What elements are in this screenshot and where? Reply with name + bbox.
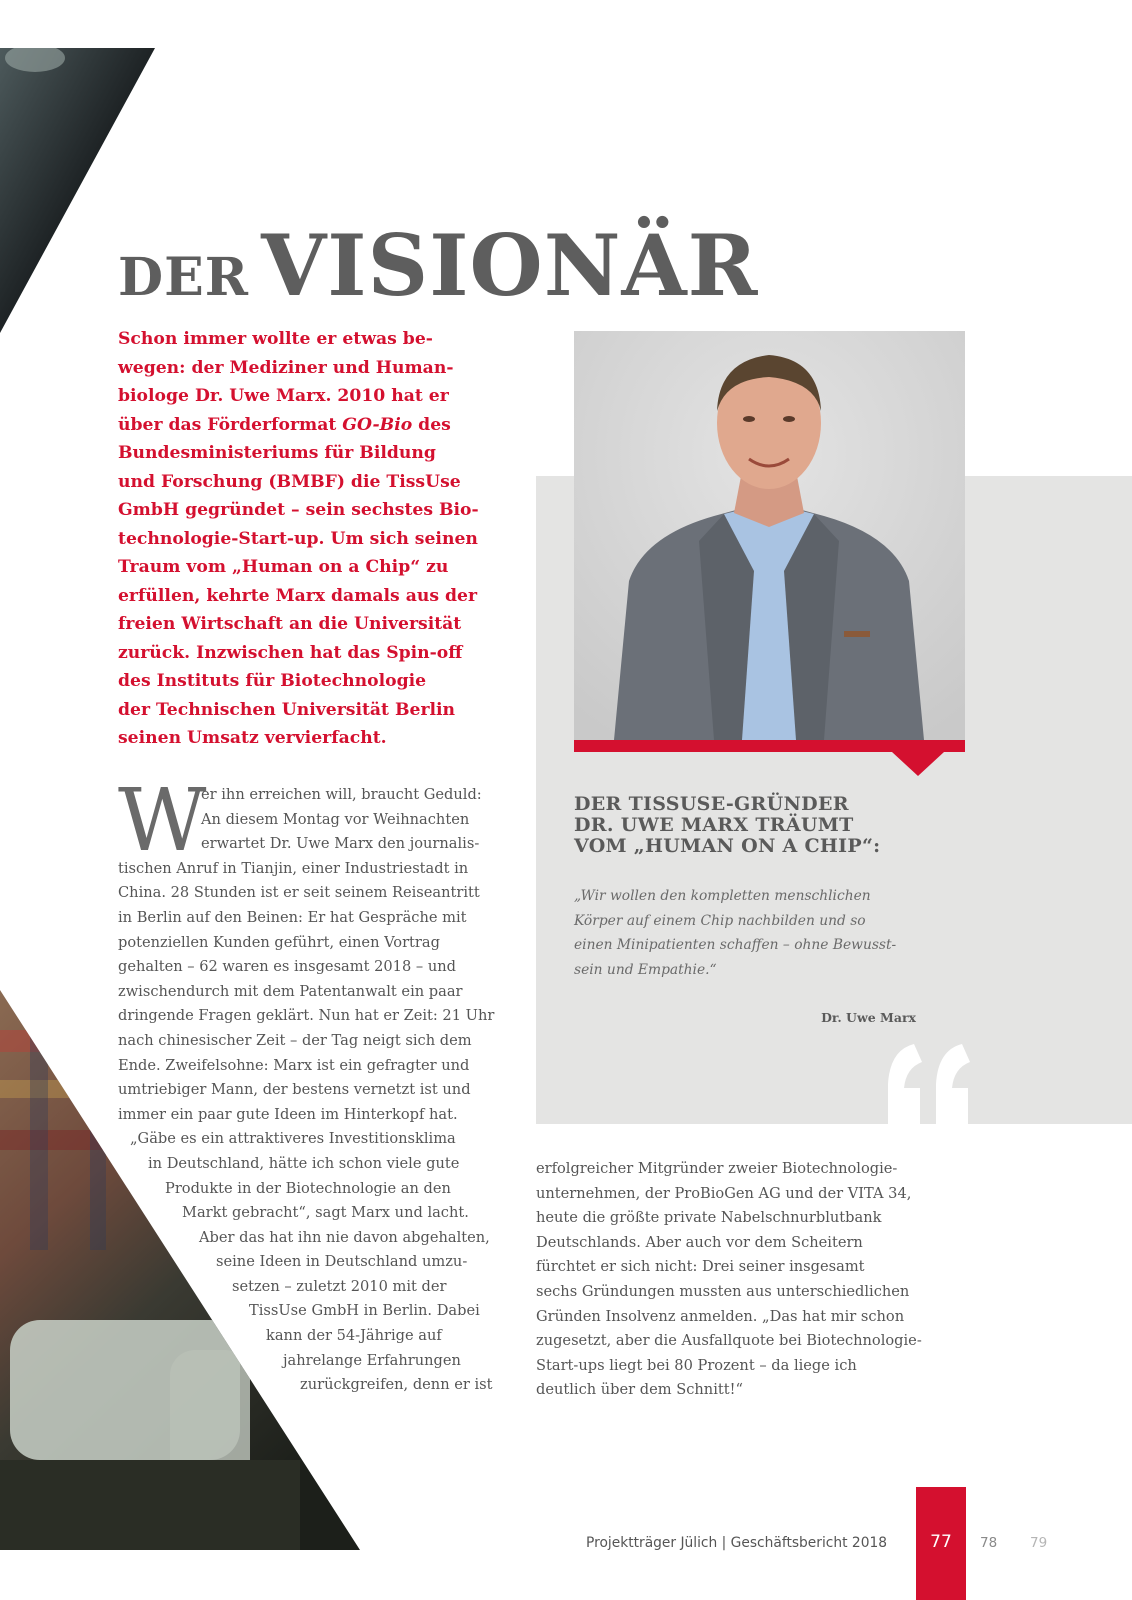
caption-heading: DER TISSUSE-GRÜNDER DR. UWE MARX TRÄUMT VOM „HUMAN ON A CHIP“: <box>574 793 881 857</box>
body-line: tischen Anruf in Tianjin, einer Industriestadt in <box>118 859 469 877</box>
body-line: heute die größte private Nabelschnurblutbank <box>536 1209 882 1227</box>
quote-author: Dr. Uwe Marx <box>821 1010 916 1025</box>
caption-quote: „Wir wollen den kompletten menschlichen Körper auf einem Chip nachbilden und so einen Minipatienten schaffen – ohne Bewusst- sein und Empathie.“ <box>574 888 897 978</box>
body-line: zugesetzt, aber die Ausfallquote bei Biotechnologie- <box>536 1332 922 1350</box>
body-line: unternehmen, der ProBioGen AG und der VITA 34, <box>536 1184 912 1202</box>
body-line: Aber das hat ihn nie davon abgehalten, <box>199 1228 490 1246</box>
body-line: dringende Fragen geklärt. Nun hat er Zeit: 21 Uhr <box>118 1007 495 1025</box>
body-line: erwartet Dr. Uwe Marx den journalis- <box>201 835 480 853</box>
title-small: DER <box>118 247 249 308</box>
body-line: zurückgreifen, denn er ist <box>300 1376 493 1394</box>
body-line: Deutschlands. Aber auch vor dem Scheitern <box>536 1233 863 1251</box>
body-line: sechs Gründungen mussten aus unterschiedlichen <box>536 1282 910 1300</box>
drop-cap: W <box>118 771 207 871</box>
body-line: Produkte in der Biotechnologie an den <box>165 1179 451 1197</box>
page-number-after[interactable]: 79 <box>1030 1535 1048 1551</box>
title-big: VISIONÄR <box>261 216 759 315</box>
body-line: in Deutschland, hätte ich schon viele gute <box>148 1154 460 1172</box>
body-column-right <box>536 1157 936 1403</box>
portrait-red-bar <box>574 740 965 752</box>
portrait-photo <box>574 331 965 740</box>
body-line: seine Ideen in Deutschland umzu- <box>216 1253 468 1271</box>
caption-pointer <box>892 752 944 776</box>
body-line: China. 28 Stunden ist er seit seinem Reiseantritt <box>118 884 480 902</box>
body-line: An diesem Montag vor Weihnachten <box>201 810 470 828</box>
body-line: er ihn erreichen will, braucht Geduld: <box>201 786 482 803</box>
body-line: umtriebiger Mann, der bestens vernetzt ist und <box>118 1081 471 1099</box>
body-line: zwischendurch mit dem Patentanwalt ein paar <box>118 982 463 1000</box>
lead-paragraph <box>118 325 498 753</box>
body-line: nach chinesischer Zeit – der Tag neigt sich dem <box>118 1031 472 1049</box>
body-line: deutlich über dem Schnitt!“ <box>536 1381 743 1399</box>
body-line: Ende. Zweifelsohne: Marx ist ein gefragter und <box>118 1056 470 1074</box>
portrait-illustration <box>574 331 965 740</box>
body-line: „Gäbe es ein attraktiveres Investitionsklima <box>130 1130 456 1148</box>
body-line: kann der 54-Jährige auf <box>266 1327 442 1345</box>
body-line: erfolgreicher Mitgründer zweier Biotechnologie- <box>536 1160 898 1177</box>
page-number-current[interactable]: 77 <box>930 1532 952 1552</box>
body-line: TissUse GmbH in Berlin. Dabei <box>249 1302 480 1320</box>
page-title <box>118 216 759 315</box>
body-line: Gründen Insolvenz anmelden. „Das hat mir schon <box>536 1307 905 1325</box>
body-line: Start-ups liegt bei 80 Prozent – da liege ich <box>536 1356 857 1374</box>
lead-part-2: des Bundesministeriums für Bildung und Forschung (BMBF) die TissUse GmbH gegründet – sein sechstes Bio- technologie-Start-up. Um sich seinen Traum vom „Human on a Chip“ zu erfüllen, kehrte Marx damals aus der freien Wirtschaft an die Universität zurück. Inzwischen hat das Spin-off des Instituts für Biotechnologie der Technischen Universität Berlin seinen Umsatz vervierfacht. <box>118 414 479 748</box>
body-line: gehalten – 62 waren es insgesamt 2018 – und <box>118 958 456 976</box>
lead-part-1: Schon immer wollte er etwas be- wegen: der Mediziner und Human- biologe Dr. Uwe Marx. 2010 hat er über das Förderformat <box>118 329 454 435</box>
body-line: fürchtet er sich nicht: Drei seiner insgesamt <box>536 1258 865 1276</box>
body-line: setzen – zuletzt 2010 mit der <box>232 1277 447 1295</box>
footer-publication: Projektträger Jülich | Geschäftsbericht 2018 <box>586 1535 888 1551</box>
body-line: in Berlin auf den Beinen: Er hat Gespräche mit <box>118 908 467 926</box>
body-column-left <box>118 783 496 1398</box>
lead-emphasis: GO-Bio <box>342 414 413 435</box>
body-line: jahrelange Erfahrungen <box>283 1351 461 1369</box>
page-number-next[interactable]: 78 <box>980 1535 998 1551</box>
quote-mark-icon <box>884 1044 974 1124</box>
body-line: Markt gebracht“, sagt Marx und lacht. <box>182 1204 469 1222</box>
body-line: immer ein paar gute Ideen im Hinterkopf hat. <box>118 1105 458 1123</box>
body-line: potenziellen Kunden geführt, einen Vortrag <box>118 933 440 951</box>
